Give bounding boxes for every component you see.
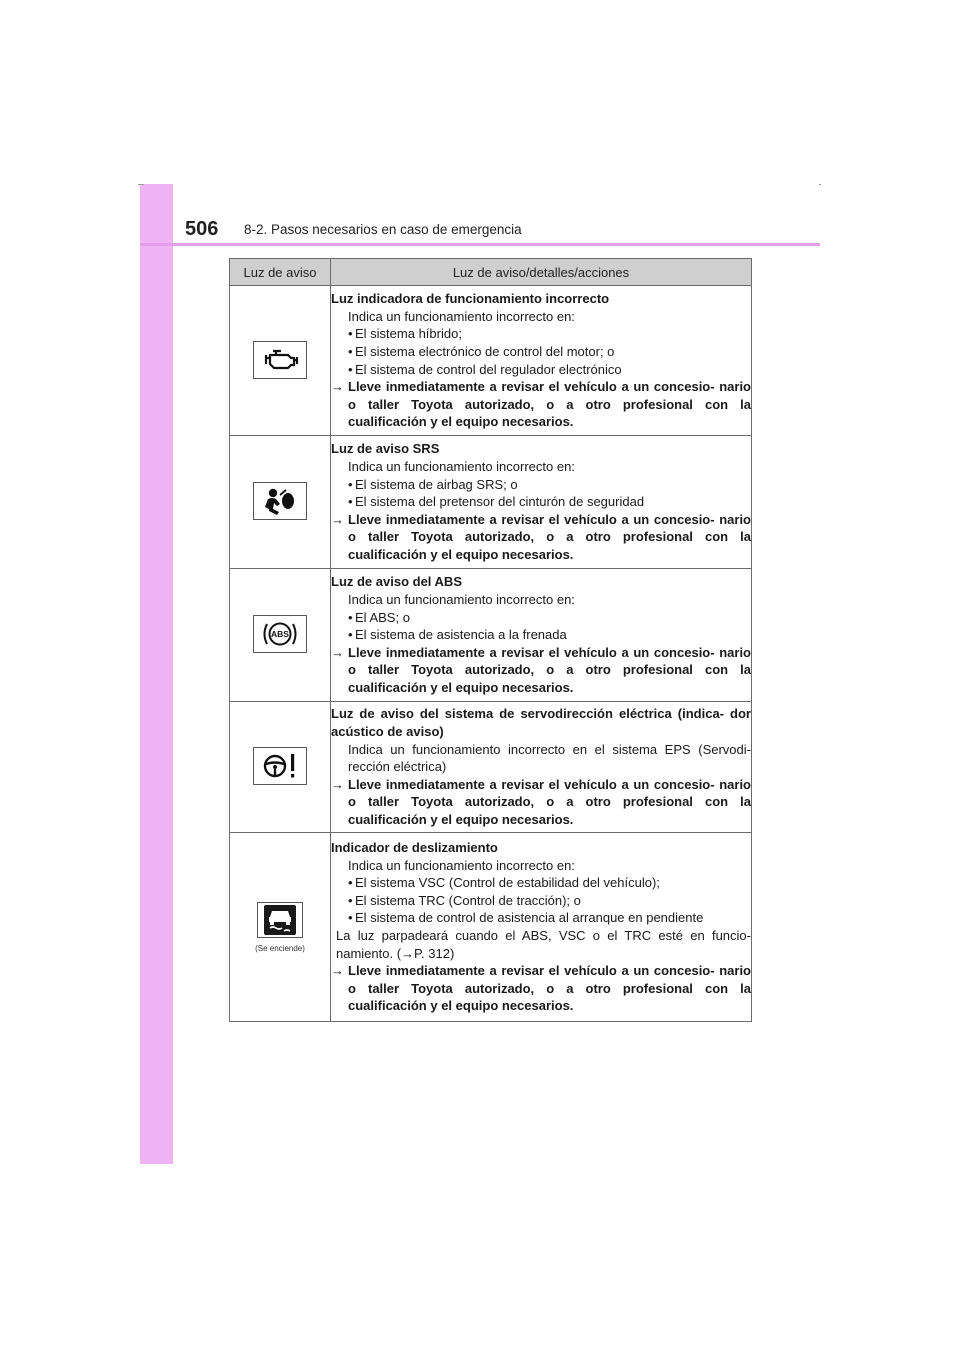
- action-text: [331, 378, 751, 431]
- header-details-actions: Luz de aviso/detalles/acciones: [331, 259, 752, 286]
- abs-icon: [253, 615, 307, 653]
- arrow-icon: →: [331, 963, 344, 979]
- light-title: Luz de aviso SRS: [331, 441, 440, 457]
- list-item: • El sistema híbrido;: [331, 325, 751, 343]
- list-item: • El sistema TRC (Control de tracción); o: [331, 892, 751, 910]
- airbag-srs-icon: [253, 482, 307, 520]
- list-item: • El sistema de control de asistencia al arranque en pendiente: [331, 909, 751, 927]
- action-text: [331, 644, 751, 697]
- table-header-row: [230, 259, 752, 286]
- light-title: Luz de aviso del sistema de servodirección eléctrica (indica- dor acústico de aviso): [331, 706, 751, 740]
- list-item: • El sistema de control del regulador electrónico: [331, 361, 751, 379]
- list-item: • El ABS; o: [331, 609, 751, 627]
- light-description: Indica un funcionamiento incorrecto en el sistema EPS (Servodi- rección eléctrica): [348, 741, 751, 775]
- power-steering-icon: [253, 747, 307, 785]
- table-row: [230, 569, 752, 702]
- action-text: [331, 511, 751, 564]
- crop-mark: [138, 184, 144, 185]
- crop-mark: [819, 184, 821, 185]
- action-label: Lleve inmediatamente a revisar el vehículo a un concesio- nario o taller Toyota autorizado, o a otro profesional con la cualificación y el equipo necesarios.: [348, 963, 751, 1014]
- icon-caption: (Se enciende): [255, 943, 305, 953]
- details-cell: [331, 436, 752, 569]
- light-title: Indicador de deslizamiento: [331, 840, 498, 856]
- details-cell: [331, 833, 752, 1022]
- list-item: • El sistema VSC (Control de estabilidad del vehículo);: [331, 874, 751, 892]
- list-item: • El sistema electrónico de control del motor; o: [331, 343, 751, 361]
- light-description: Indica un funcionamiento incorrecto en:: [348, 592, 575, 608]
- abs-icon-svg: [260, 618, 300, 650]
- action-label: Lleve inmediatamente a revisar el vehículo a un concesio- nario o taller Toyota autorizado, o a otro profesional con la cualificación y el equipo necesarios.: [348, 511, 751, 562]
- slip-indicator-icon-svg: [260, 904, 300, 936]
- chapter-tab-bar: [140, 184, 173, 1164]
- slip-indicator-icon: [257, 902, 303, 938]
- action-label: Lleve inmediatamente a revisar el vehículo a un concesio- nario o taller Toyota autorizado, o a otro profesional con la cualificación y el equipo necesarios.: [348, 776, 751, 827]
- page-number: 506: [185, 218, 219, 240]
- light-description: Indica un funcionamiento incorrecto en:: [348, 308, 575, 324]
- action-text: [331, 962, 751, 1015]
- icon-cell: [230, 569, 331, 702]
- action-text: [331, 776, 751, 829]
- header-rule: [140, 243, 820, 246]
- check-engine-icon-svg: [260, 344, 300, 376]
- table-row: [230, 436, 752, 569]
- details-cell: [331, 286, 752, 436]
- light-title: Luz indicadora de funcionamiento incorrecto: [331, 291, 610, 307]
- list-item: • El sistema de airbag SRS; o: [331, 476, 751, 494]
- table-row: [230, 286, 752, 436]
- power-steering-icon-svg: [260, 750, 300, 782]
- airbag-srs-icon-svg: [260, 485, 300, 517]
- icon-cell: [230, 436, 331, 569]
- light-description: Indica un funcionamiento incorrecto en:: [348, 459, 575, 475]
- table-row: [230, 702, 752, 833]
- section-title: 8-2. Pasos necesarios en caso de emergencia: [244, 222, 522, 237]
- details-cell: [331, 702, 752, 833]
- action-label: Lleve inmediatamente a revisar el vehículo a un concesio- nario o taller Toyota autorizado, o a otro profesional con la cualificación y el equipo necesarios.: [348, 379, 751, 430]
- list-item: • El sistema de asistencia a la frenada: [331, 626, 751, 644]
- icon-cell: [230, 286, 331, 436]
- header-warning-light: Luz de aviso: [230, 259, 331, 286]
- light-title: Luz de aviso del ABS: [331, 574, 462, 590]
- check-engine-icon: [253, 341, 307, 379]
- light-description: Indica un funcionamiento incorrecto en:: [348, 857, 575, 873]
- arrow-icon: →: [331, 776, 344, 792]
- icon-cell: [230, 833, 331, 1022]
- abs-icon-label: ABS: [271, 629, 289, 640]
- details-cell: [331, 569, 752, 702]
- blink-note: La luz parpadeará cuando el ABS, VSC o el TRC esté en funcio- namiento. (→P. 312): [336, 928, 751, 961]
- icon-cell: [230, 702, 331, 833]
- arrow-icon: →: [331, 644, 344, 660]
- arrow-icon: →: [331, 379, 344, 395]
- action-label: Lleve inmediatamente a revisar el vehículo a un concesio- nario o taller Toyota autorizado, o a otro profesional con la cualificación y el equipo necesarios.: [348, 644, 751, 695]
- arrow-icon: →: [331, 511, 344, 527]
- warning-lights-table: [229, 258, 752, 1022]
- list-item: • El sistema del pretensor del cinturón de seguridad: [331, 493, 751, 511]
- table-row: [230, 833, 752, 1022]
